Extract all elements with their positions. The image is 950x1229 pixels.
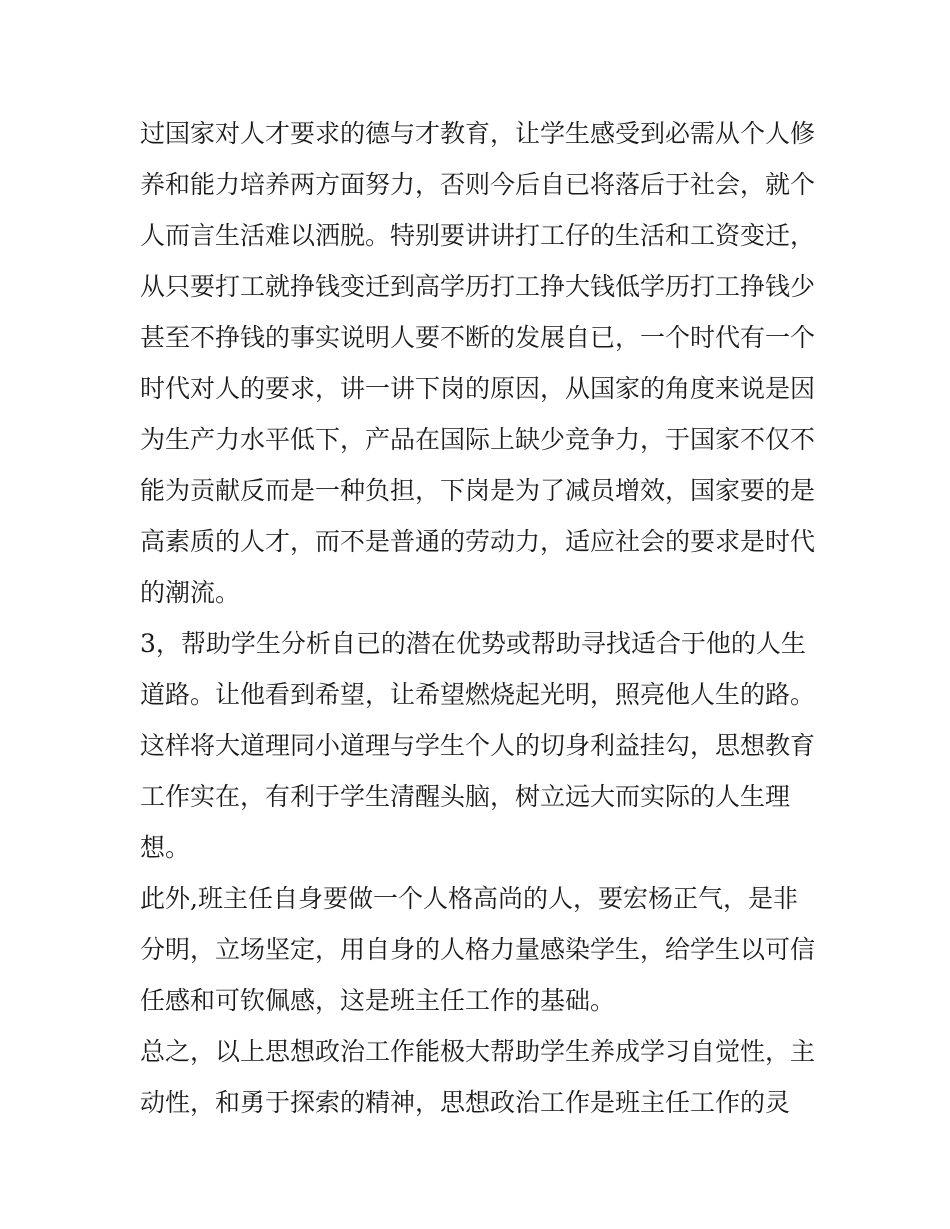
text-line-15: 想。: [140, 833, 191, 862]
text-line-6: 时代对人的要求，讲一讲下岗的原因，从国家的角度来说是因: [140, 374, 816, 403]
text-line-13: 这样将大道理同小道理与学生个人的切身利益挂勾，思想教育: [140, 731, 816, 760]
text-line-8: 能为贡献反而是一种负担，下岗是为了减员增效，国家要的是: [140, 476, 816, 505]
text-line-5: 甚至不挣钱的事实说明人要不断的发展自已，一个时代有一个: [140, 323, 816, 352]
text-line-18: 任感和可钦佩感，这是班主任工作的基础。: [140, 986, 616, 1015]
text-line-3: 人而言生活难以洒脱。特别要讲讲打工仔的生活和工资变迁，: [140, 221, 816, 250]
text-line-19: 总之，以上思想政治工作能极大帮助学生养成学习自觉性，主: [140, 1037, 816, 1066]
document-body: [140, 108, 820, 1128]
text-line-14: 工作实在，有利于学生清醒头脑，树立远大而实际的人生理: [140, 782, 791, 811]
text-line-20: 动性，和勇于探索的精神，思想政治工作是班主任工作的灵: [140, 1088, 791, 1117]
text-line-11: 3，帮助学生分析自已的潜在优势或帮助寻找适合于他的人生: [140, 629, 806, 658]
text-line-7: 为生产力水平低下，产品在国际上缺少竞争力，于国家不仅不: [140, 425, 816, 454]
text-line-10: 的潮流。: [140, 578, 241, 607]
text-line-16: 此外,班主任自身要做一个人格高尚的人，要宏杨正气，是非: [140, 884, 798, 913]
text-line-4: 从只要打工就挣钱变迁到高学历打工挣大钱低学历打工挣钱少: [140, 272, 816, 301]
text-line-1: 过国家对人才要求的德与才教育，让学生感受到必需从个人修: [140, 119, 816, 148]
text-line-2: 养和能力培养两方面努力，否则今后自已将落后于社会，就个: [140, 170, 816, 199]
text-line-12: 道路。让他看到希望，让希望燃烧起光明，照亮他人生的路。: [140, 680, 816, 709]
text-line-17: 分明，立场坚定，用自身的人格力量感染学生，给学生以可信: [140, 935, 816, 964]
text-line-9: 高素质的人才，而不是普通的劳动力，适应社会的要求是时代: [140, 527, 816, 556]
